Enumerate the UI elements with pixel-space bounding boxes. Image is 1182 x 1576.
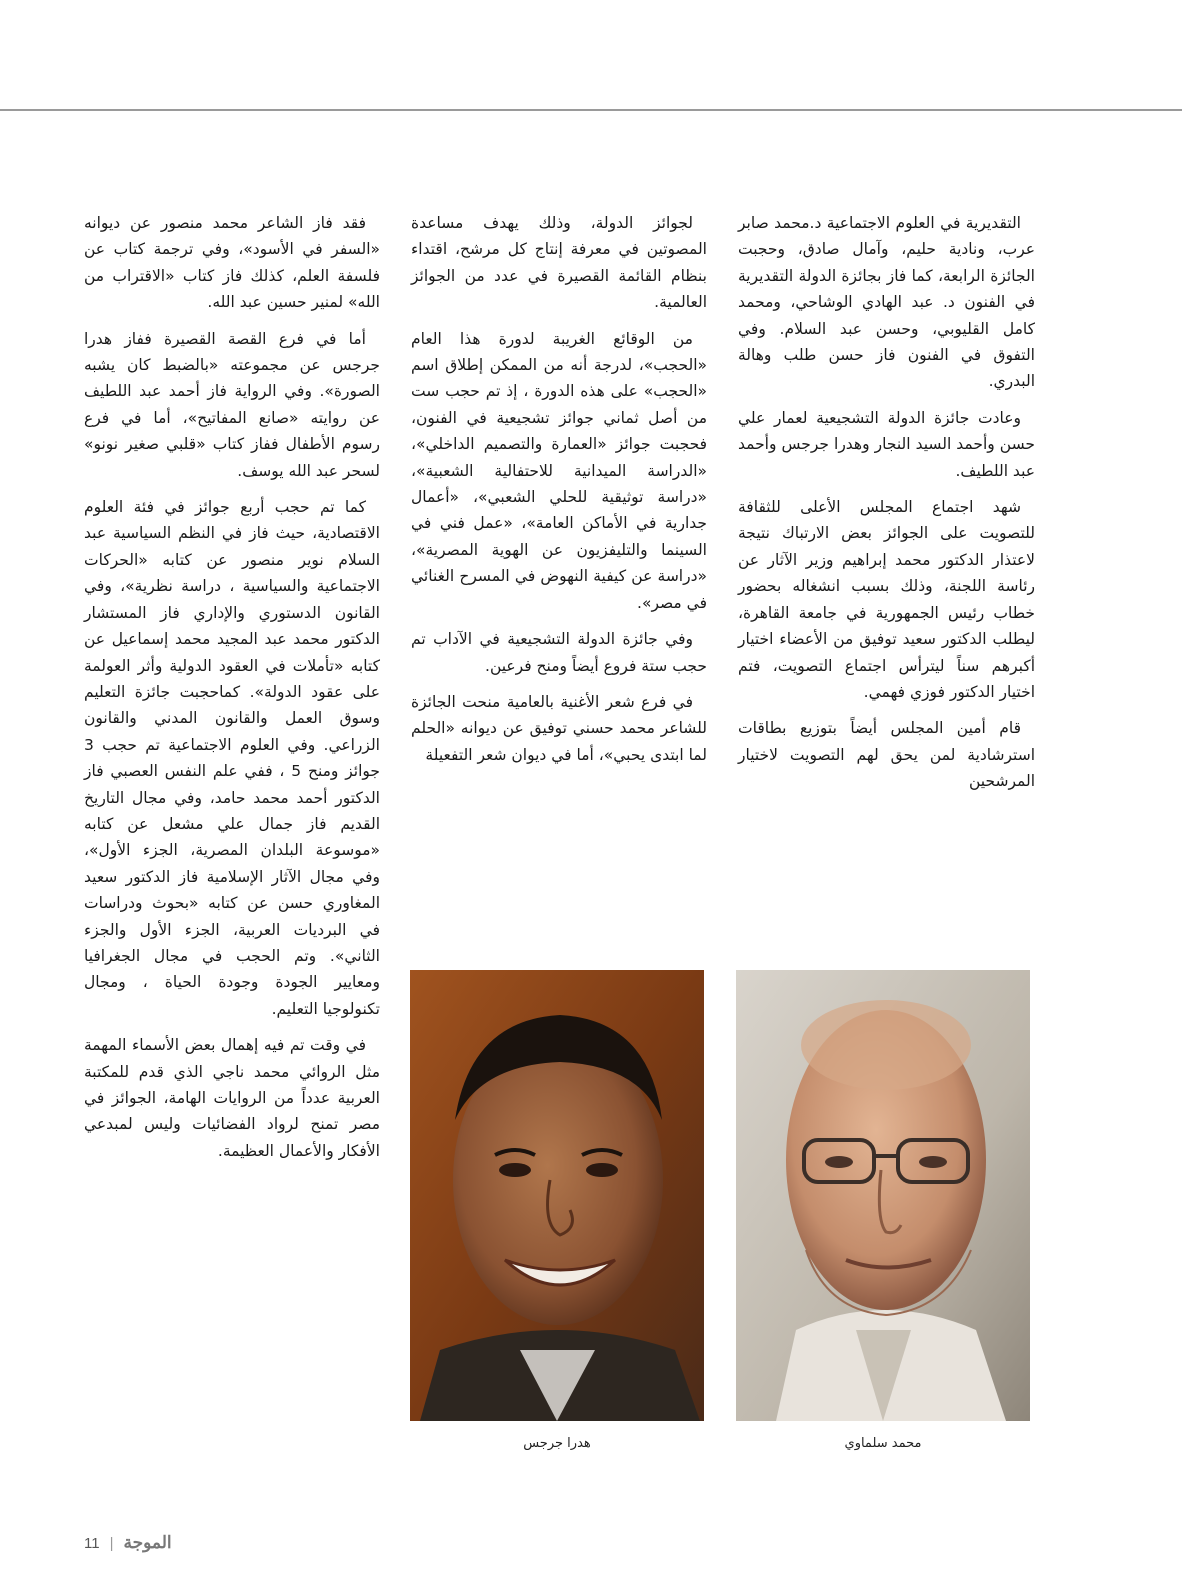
paragraph: لجوائز الدولة، وذلك يهدف مساعدة المصوتين في معرفة إنتاج كل مرشح، اقتداء بنظام القائمة القصيرة في عدد من الجوائز العالمية. — [411, 214, 707, 312]
paragraph: وعادت جائزة الدولة التشجيعية لعمار علي حسن وأحمد السيد النجار وهدرا جرجس وأحمد عبد اللطيف. — [738, 408, 1035, 480]
top-divider — [0, 109, 1182, 111]
paragraph: كما تم حجب أربع جوائز في فئة العلوم الاقتصادية، حيث فاز في النظم السياسية عبد السلام نوير منصور عن كتابه «الحركات الاجتماعية والسياسية ، دراسة نظرية»، وفي القانون الدستوري والإداري فاز المستشار الدكتور محمد عبد المجيد محمد إسماعيل عن كتابه «تأملات في العقود الدولية وأثر العولمة على عقود الدولة». كماحجبت جائزة التعليم وسوق العمل والقانون المدني والقانون الزراعي. وفي العلوم الاجتماعية تم حجب 3 جوائز ومنح 5 ، ففي علم النفس العصبي فاز الدكتور أحمد محمد حامد، وفي مجال التاريخ القديم فاز جمال علي مشعل عن كتابه «موسوعة البلدان المصرية، الجزء الأول»، وفي مجال الآثار الإسلامية فاز الدكتور سعيد المغاوري حسن عن كتابه «بحوث ودراسات في البرديات العربية، الجزء الأول والجزء الثاني». وتم الحجب في مجال الجغرافيا ومعايير الجودة وجودة الحياة ، ومجال تكنولوجيا التعليم. — [84, 498, 380, 1018]
portrait-photo-hedra — [410, 970, 704, 1421]
portrait-photo-salmawy — [736, 970, 1030, 1421]
photo-caption: محمد سلماوي — [844, 1436, 922, 1451]
article-column-left — [84, 210, 380, 1174]
paragraph: أما في فرع القصة القصيرة ففاز هدرا جرجس عن مجموعته «بالضبط كان يشبه الصورة». وفي الرواية فاز أحمد عبد اللطيف عن روايته «صانع المفاتيح»، أما في فرع رسوم الأطفال ففاز كتاب «قلبي صغير نونو» لسحر عبد الله يوسف. — [84, 329, 380, 480]
paragraph: التقديرية في العلوم الاجتماعية د.محمد صابر عرب، ونادية حليم، وآمال صادق، وحجبت الجائزة الرابعة، كما فاز بجائزة الدولة التقديرية في الفنون د. عبد الهادي الوشاحي، ومحمد كامل القليوبي، وحسن عبد السلام. وفي التفوق في الفنون فاز حسن طلب وهالة البدري. — [738, 214, 1035, 391]
paragraph: من الوقائع الغريبة لدورة هذا العام «الحجب»، لدرجة أنه من الممكن إطلاق اسم «الحجب» على هذه الدورة ، إذ تم حجب ست من أصل ثماني جوائز تشجيعية في الفنون، فحجبت جوائز «العمارة والتصميم الداخلي»، «الدراسة الميدانية للاحتفالية الشعبية»، «دراسة توثيقية للحلي الشعبي»، «أعمال جدارية في الأماكن العامة»، «عمل فني في السينما والتليفزيون عن الهوية المصرية»، «دراسة عن كيفية النهوض في المسرح الغنائي في مصر». — [411, 329, 707, 612]
paragraph: في وقت تم فيه إهمال بعض الأسماء المهمة مثل الروائي محمد ناجي الذي قدم للمكتبة العربية عدداً من الروايات الهامة، الجوائز في مصر تمنح لرواد الفضائيات وليس لمبدعي الأفكار والأعمال العظيمة. — [84, 1036, 380, 1160]
page-number: 11 — [84, 1535, 100, 1552]
paragraph: فقد فاز الشاعر محمد منصور عن ديوانه «السفر في الأسود»، وفي ترجمة كتاب عن فلسفة العلم، كذلك فاز كتاب «الاقتراب من الله» لمنير حسين عبد الله. — [84, 214, 380, 312]
paragraph: في فرع شعر الأغنية بالعامية منحت الجائزة للشاعر محمد حسني توفيق عن ديوانه «الحلم لما ابتدى يحبي»، أما في ديوان شعر التفعيلة — [411, 692, 707, 764]
article-column-middle — [411, 210, 707, 778]
paragraph: قام أمين المجلس أيضاً بتوزيع بطاقات استرشادية لمن يحق لهم التصويت لاختيار المرشحين — [738, 719, 1035, 791]
paragraph: شهد اجتماع المجلس الأعلى للثقافة للتصويت على الجوائز بعض الارتباك نتيجة لاعتذار الدكتور محمد إبراهيم وزير الآثار عن رئاسة اللجنة، وذلك بسبب انشغاله بحضور خطاب رئيس الجمهورية في جامعة القاهرة، ليطلب الدكتور سعيد توفيق من الأعضاء اختيار أكبرهم سناً ليترأس اجتماع التصويت، فتم اختيار الدكتور فوزي فهمي. — [738, 498, 1035, 701]
footer-divider: | — [109, 1535, 114, 1552]
magazine-name: الموجة — [123, 1533, 172, 1552]
page-footer — [84, 1533, 172, 1553]
paragraph: وفي جائزة الدولة التشجيعية في الآداب تم حجب ستة فروع أيضاً ومنح فرعين. — [411, 630, 707, 675]
photo-caption: هدرا جرجس — [523, 1436, 591, 1451]
article-column-right — [738, 210, 1035, 805]
